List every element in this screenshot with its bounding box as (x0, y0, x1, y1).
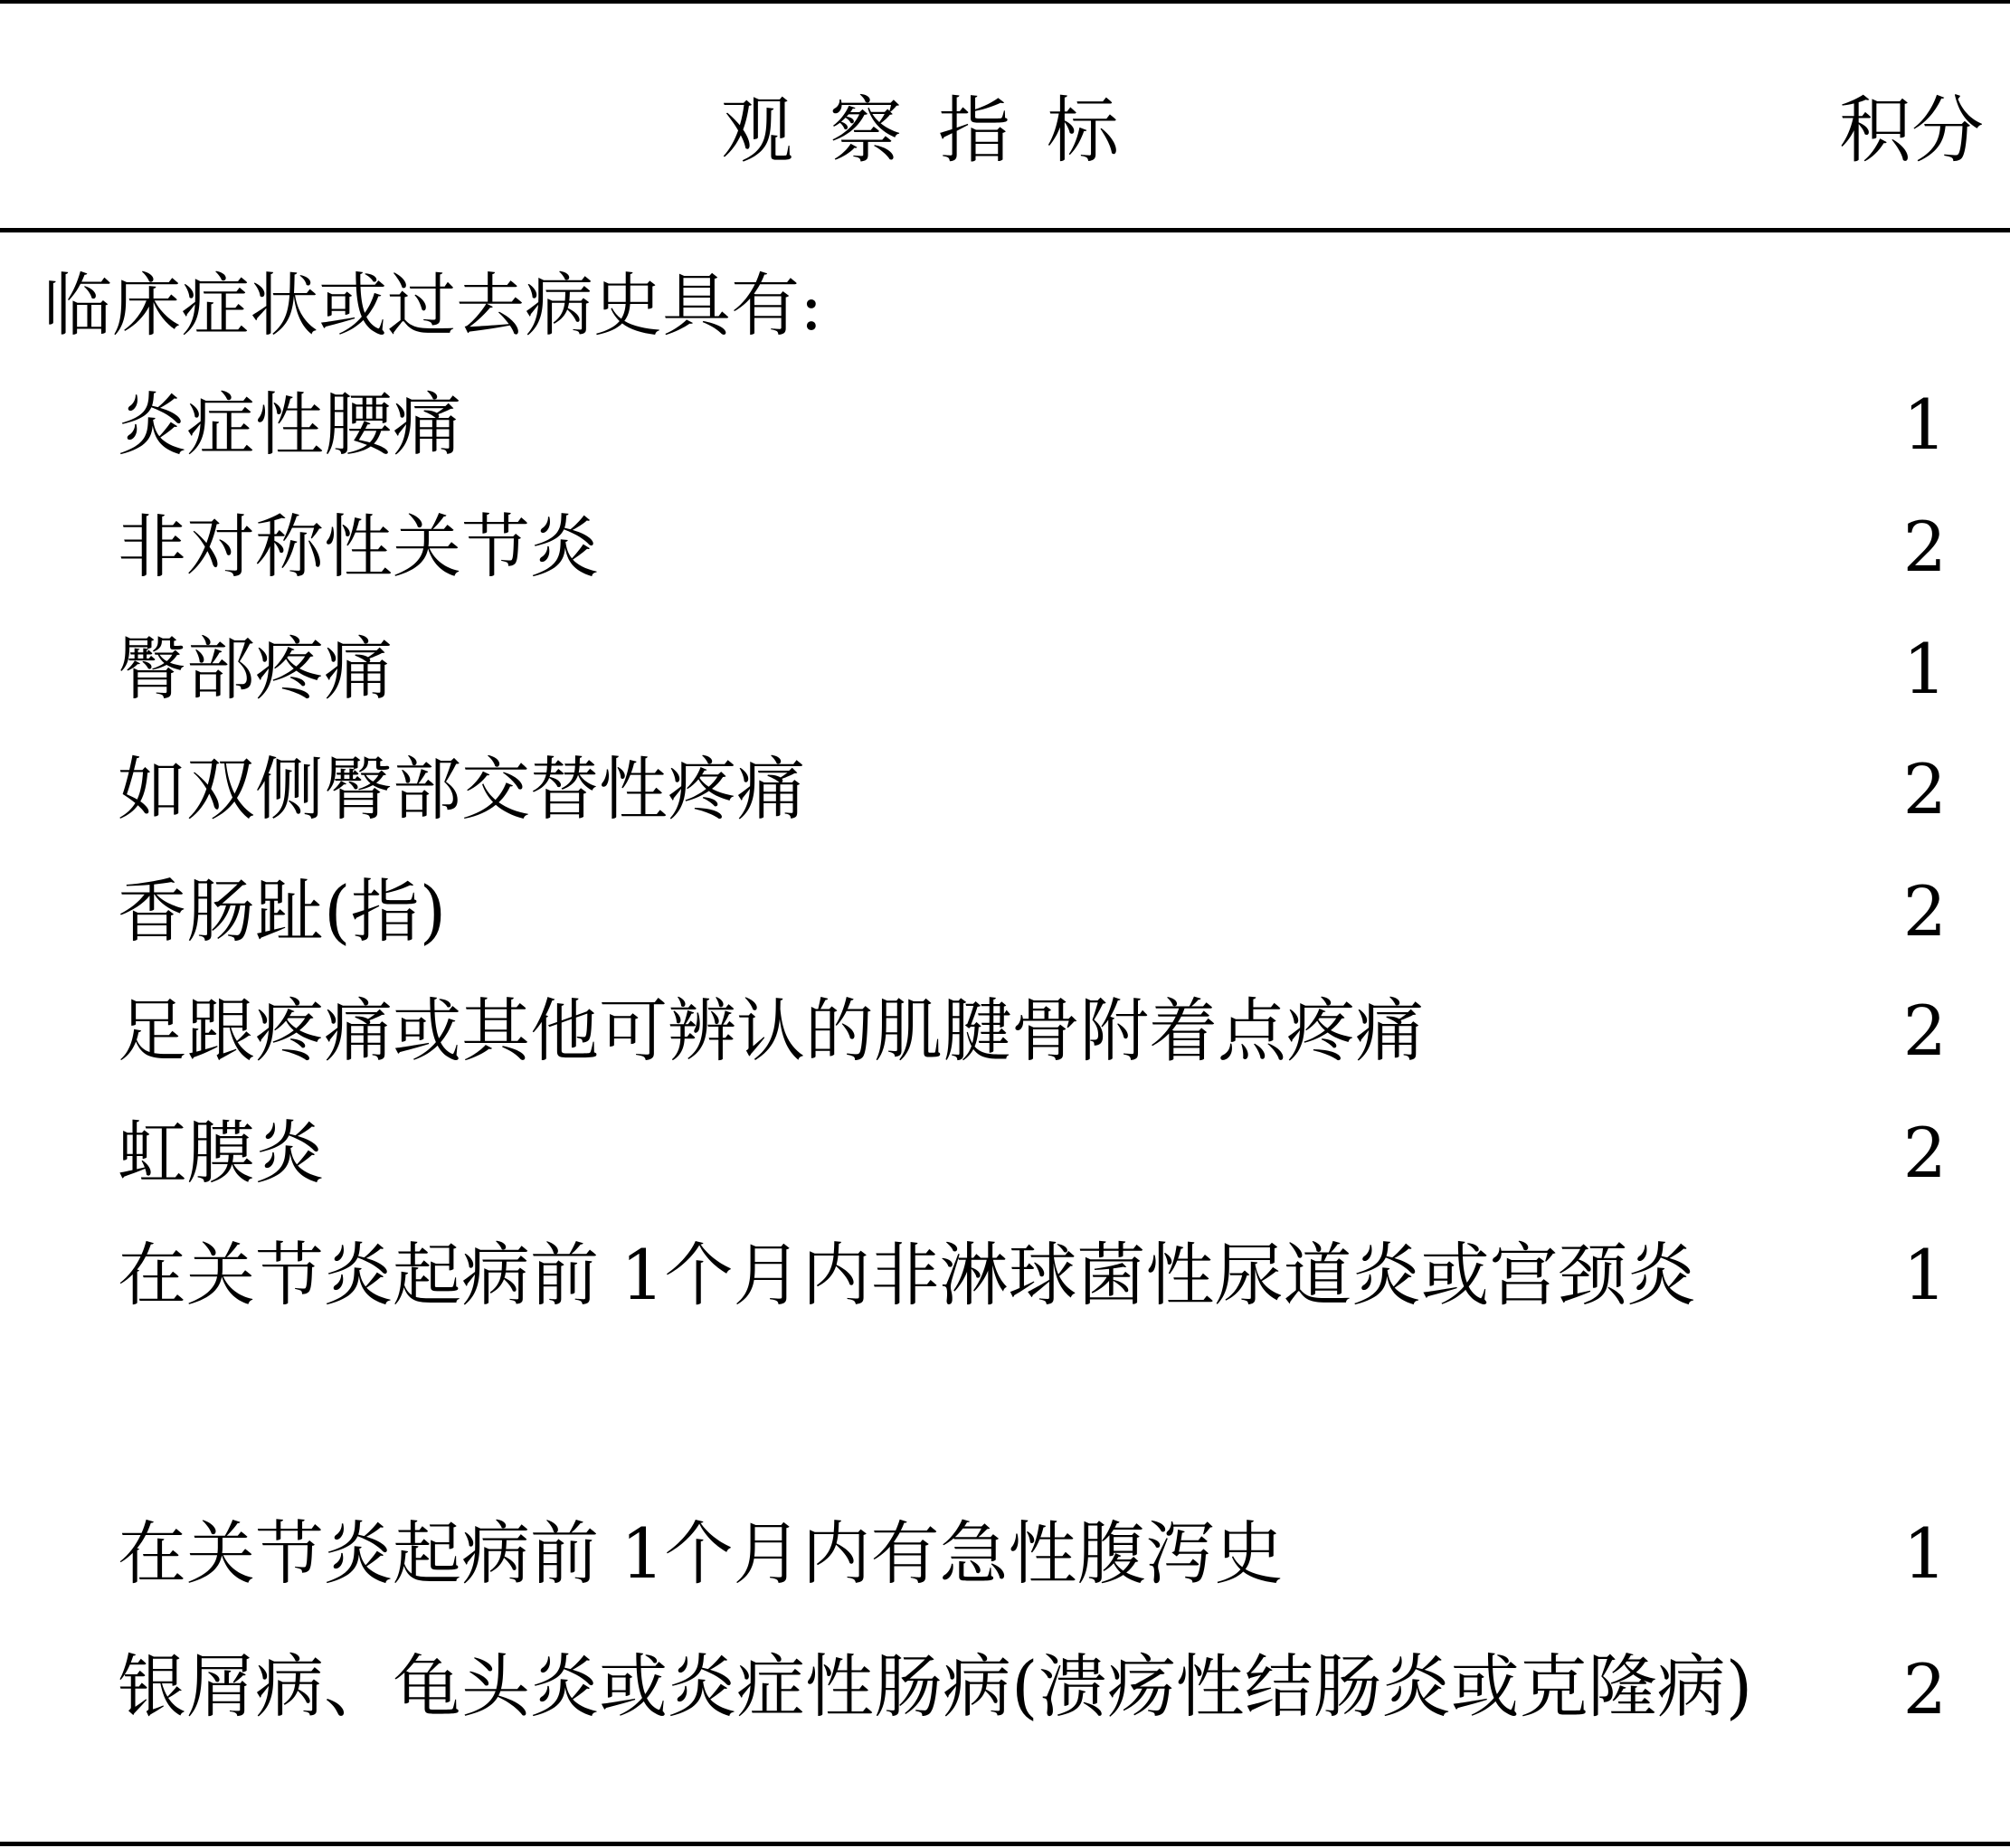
header-indicator: 观察指标 (721, 89, 1155, 173)
row-score-psoriasis-ibd: 2 (1902, 1649, 1947, 1730)
row-score-urethritis: 1 (1902, 1235, 1947, 1315)
row-score-iritis: 2 (1902, 1113, 1947, 1193)
row-label-buttock-pain: 臀部疼痛 (118, 629, 393, 709)
row-score-enthesitis: 2 (1902, 990, 1947, 1071)
row-label-inflammatory-back-pain: 炎症性腰痛 (118, 384, 461, 465)
table-bottom-rule (0, 1842, 2010, 1846)
row-score-asymmetric-arthritis: 2 (1902, 507, 1947, 587)
row-score-buttock-pain: 1 (1902, 629, 1947, 709)
row-label-sausage-digit: 香肠趾(指) (118, 871, 447, 952)
section-title: 临床症状或过去病史具有: (43, 265, 823, 346)
row-label-asymmetric-arthritis: 非对称性关节炎 (118, 507, 599, 587)
table-top-rule (0, 0, 2010, 4)
row-score-sausage-digit: 2 (1902, 871, 1947, 952)
header-score: 积分 (1839, 89, 1984, 173)
row-label-alternating-buttock-pain: 如双侧臀部交替性疼痛 (118, 749, 805, 829)
row-score-acute-diarrhea: 1 (1902, 1513, 1947, 1594)
row-score-alternating-buttock-pain: 2 (1902, 749, 1947, 829)
row-label-enthesitis: 足跟疼痛或其他可辨认的肌腱骨附着点疼痛 (118, 990, 1424, 1071)
row-label-acute-diarrhea: 在关节炎起病前 1个月内有急性腹泻史 (118, 1513, 1284, 1594)
row-label-psoriasis-ibd: 银屑病、龟头炎或炎症性肠病(溃疡性结肠炎或克隆病) (118, 1646, 1753, 1727)
header-rule (0, 228, 2010, 232)
row-label-urethritis: 在关节炎起病前 1个月内非淋球菌性尿道炎或宫颈炎 (118, 1235, 1696, 1315)
row-score-inflammatory-back-pain: 1 (1902, 384, 1947, 465)
row-label-iritis: 虹膜炎 (118, 1113, 324, 1193)
